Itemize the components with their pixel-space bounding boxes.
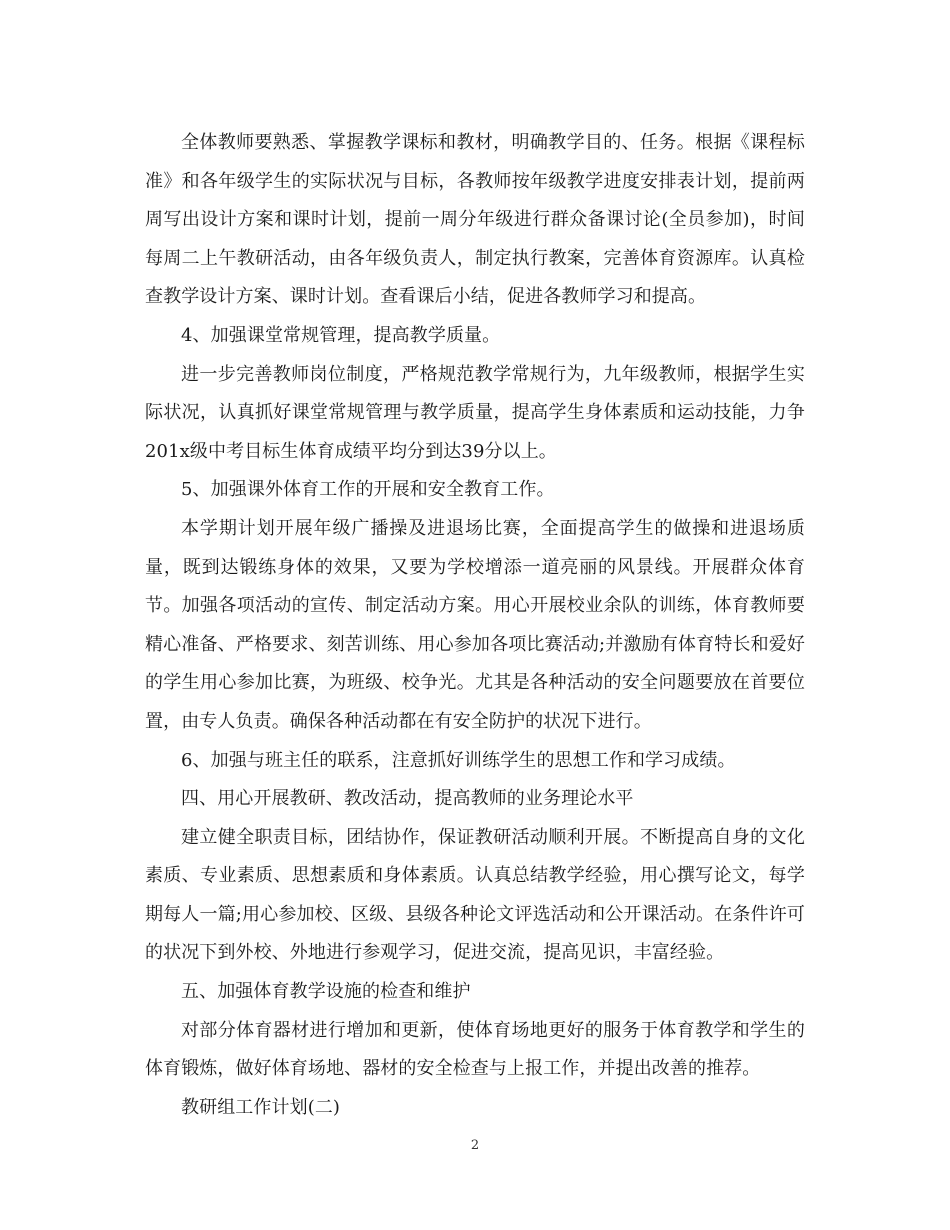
paragraph-classroom-management: 进一步完善教师岗位制度，严格规范教学常规行为，九年级教师，根据学生实际状况，认真抓好课堂常规管理与教学质量，提高学生身体素质和运动技能，力争201x级中考目标生体育成绩平均分到达39分以上。 [145, 363, 805, 462]
heading-extracurricular-safety: 5、加强课外体育工作的开展和安全教育工作。 [181, 479, 555, 501]
heading-facilities-maintenance: 五、加强体育教学设施的检查和维护 [181, 981, 471, 1003]
item-class-teacher-liaison: 6、加强与班主任的联系，注意抓好训练学生的思想工作和学习成绩。 [181, 749, 736, 771]
paragraph-teaching-research: 建立健全职责目标，团结协作，保证教研活动顺利开展。不断提高自身的文化素质、专业素质、思想素质和身体素质。认真总结教学经验，用心撰写论文，每学期每人一篇;用心参加校、区级、县级各种论文评选活动和公开课活动。在条件许可的状况下到外校、外地进行参观学习，促进交流，提高见识，丰富经验。 [145, 826, 805, 964]
paragraph-facilities-maintenance: 对部分体育器材进行增加和更新，使体育场地更好的服务于体育教学和学生的体育锻炼，做好体育场地、器材的安全检查与上报工作，并提出改善的推荐。 [145, 1019, 805, 1080]
paragraph-extracurricular-safety: 本学期计划开展年级广播操及进退场比赛，全面提高学生的做操和进退场质量，既到达锻练身体的效果，又要为学校增添一道亮丽的风景线。开展群众体育节。加强各项活动的宣传、制定活动方案。用心开展校业余队的训练，体育教师要精心准备、严格要求、刻苦训练、用心参加各项比赛活动;并激励有体育特长和爱好的学生用心参加比赛，为班级、校争光。尤其是各种活动的安全问题要放在首要位置，由专人负责。确保各种活动都在有安全防护的状况下进行。 [145, 517, 805, 732]
paragraph-teaching-preparation: 全体教师要熟悉、掌握教学课标和教材，明确教学目的、任务。根据《课程标准》和各年级学生的实际状况与目标，各教师按年级教学进度安排表计划，提前两周写出设计方案和课时计划，提前一周分年级进行群众备课讨论(全员参加)，时间每周二上午教研活动，由各年级负责人，制定执行教案，完善体育资源库。认真检查教学设计方案、课时计划。查看课后小结，促进各教师学习和提高。 [145, 132, 805, 308]
heading-teaching-research: 四、用心开展教研、教改活动，提高教师的业务理论水平 [181, 788, 634, 810]
document-body [145, 124, 805, 1127]
heading-classroom-management: 4、加强课堂常规管理，提高教学质量。 [181, 324, 501, 346]
section-title-plan-two: 教研组工作计划(二) [181, 1096, 341, 1118]
page-number: 2 [470, 1138, 480, 1153]
